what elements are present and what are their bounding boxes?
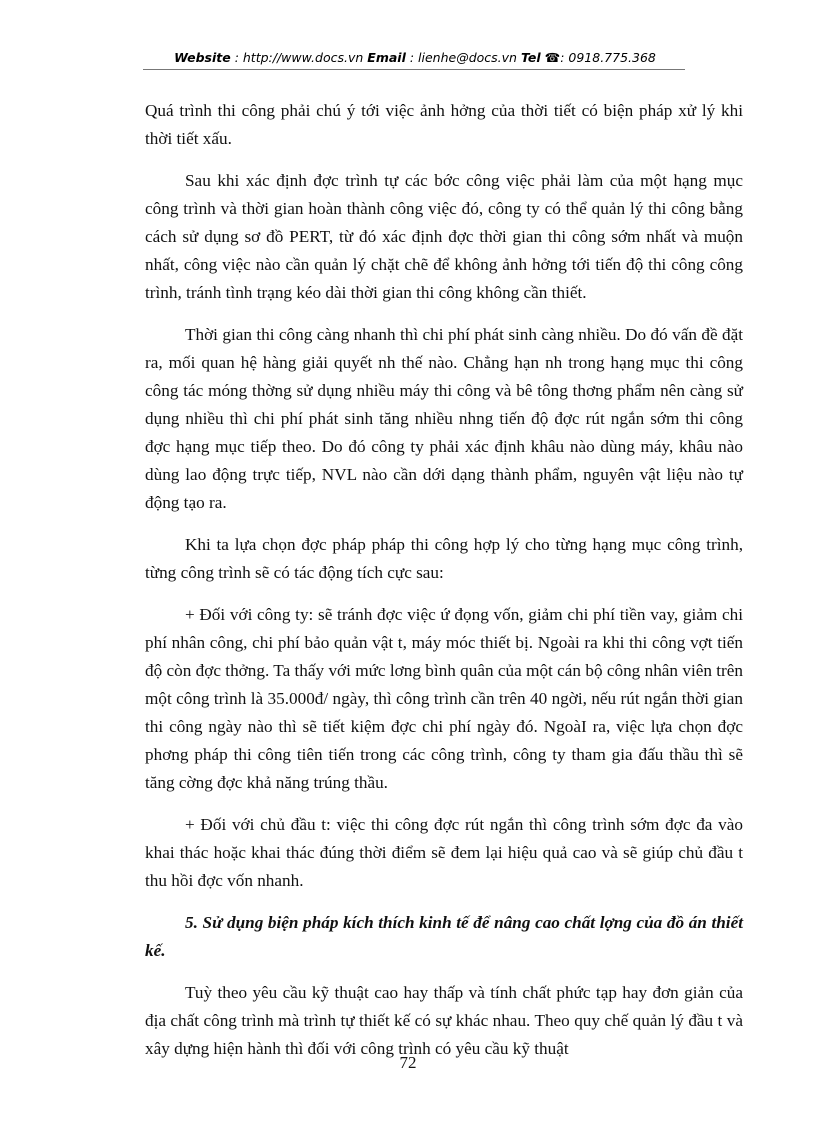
paragraph-5: + Đối với công ty: sẽ tránh đợc việc ứ đọng vốn, giảm chi phí tiền vay, giảm chi phí nhân công, chi phí bảo quản vật t, máy móc thiết bị. Ngoài ra khi thi công vợt tiến độ còn đợc thởng. Ta thấy với mức lơng bình quân của một cán bộ công nhân viên trên một công trình là 35.000đ/ ngày, thì công trình cần trên 40 ngời, nếu rút ngắn thời gian thi công ngày nào thì sẽ tiết kiệm đợc chi phí ngày đó. NgoàI ra, việc lựa chọn đợc phơng pháp thi công tiên tiến trong các công trình, công ty tham gia đấu thầu thì sẽ tăng cờng đợc khả năng trúng thầu. [145, 605, 743, 792]
paragraph-4: Khi ta lựa chọn đợc pháp pháp thi công hợp lý cho từng hạng mục công trình, từng công trình sẽ có tác động tích cực sau: [145, 535, 743, 582]
page-header [145, 50, 685, 65]
paragraph-1: Quá trình thi công phải chú ý tới việc ảnh hởng của thời tiết có biện pháp xử lý khi thời tiết xấu. [145, 101, 743, 148]
email-value: : lienhe@docs.vn [409, 50, 517, 65]
paragraph-7: Tuỳ theo yêu cầu kỹ thuật cao hay thấp và tính chất phức tạp hay đơn giản của địa chất công trình mà trình tự thiết kế có sự khác nhau. Theo quy chế quản lý đầu t và xây dựng hiện hành thì đối với công trình có yêu cầu kỹ thuật [145, 983, 743, 1058]
paragraph-3: Thời gian thi công càng nhanh thì chi phí phát sinh càng nhiều. Do đó vấn đề đặt ra, mối quan hệ hàng giải quyết nh thế nào. Chẳng hạn nh trong hạng mục thi công công tác móng thờng sử dụng nhiều máy thi công và bê tông thơng phẩm nên càng sử dụng nhiều thì chi phí phát sinh tăng nhiều nhng tiến độ đợc rút ngắn sớm thi công đợc hạng mục tiếp theo. Do đó công ty phải xác định khâu nào dùng máy, khâu nào dùng lao động trực tiếp, NVL nào cần dới dạng thành phẩm, nguyên vật liệu nào tự động tạo ra. [145, 325, 743, 512]
website-url: : http://www.docs.vn [234, 50, 364, 65]
page-number: 72 [399, 1053, 417, 1072]
body-text [145, 97, 743, 1077]
section-heading: 5. Sử dụng biện pháp kích thích kinh tế để nâng cao chất lợng của đồ án thiết kế. [145, 913, 743, 960]
paragraph-6: + Đối với chủ đầu t: việc thi công đợc rút ngắn thì công trình sớm đợc đa vào khai thác hoặc khai thác đúng thời điểm sẽ đem lại hiệu quả cao và sẽ giúp chủ đầu t thu hồi đợc vốn nhanh. [145, 815, 743, 890]
tel-value: : 0918.775.368 [560, 50, 656, 65]
header-rule [143, 69, 685, 70]
tel-label: Tel [520, 50, 541, 65]
website-label: Website [174, 50, 231, 65]
paragraph-2: Sau khi xác định đợc trình tự các bớc công việc phải làm của một hạng mục công trình và thời gian hoàn thành công việc đó, công ty có thể quản lý thi công bằng cách sử dụng sơ đồ PERT, từ đó xác định đợc thời gian thi công sớm nhất và muộn nhất, công việc nào cần quản lý chặt chẽ để không ảnh hởng tới tiến độ thi công công trình, tránh tình trạng kéo dài thời gian thi công không cần thiết. [145, 171, 743, 302]
phone-icon: ☎ [544, 50, 561, 65]
email-label: Email [367, 50, 406, 65]
